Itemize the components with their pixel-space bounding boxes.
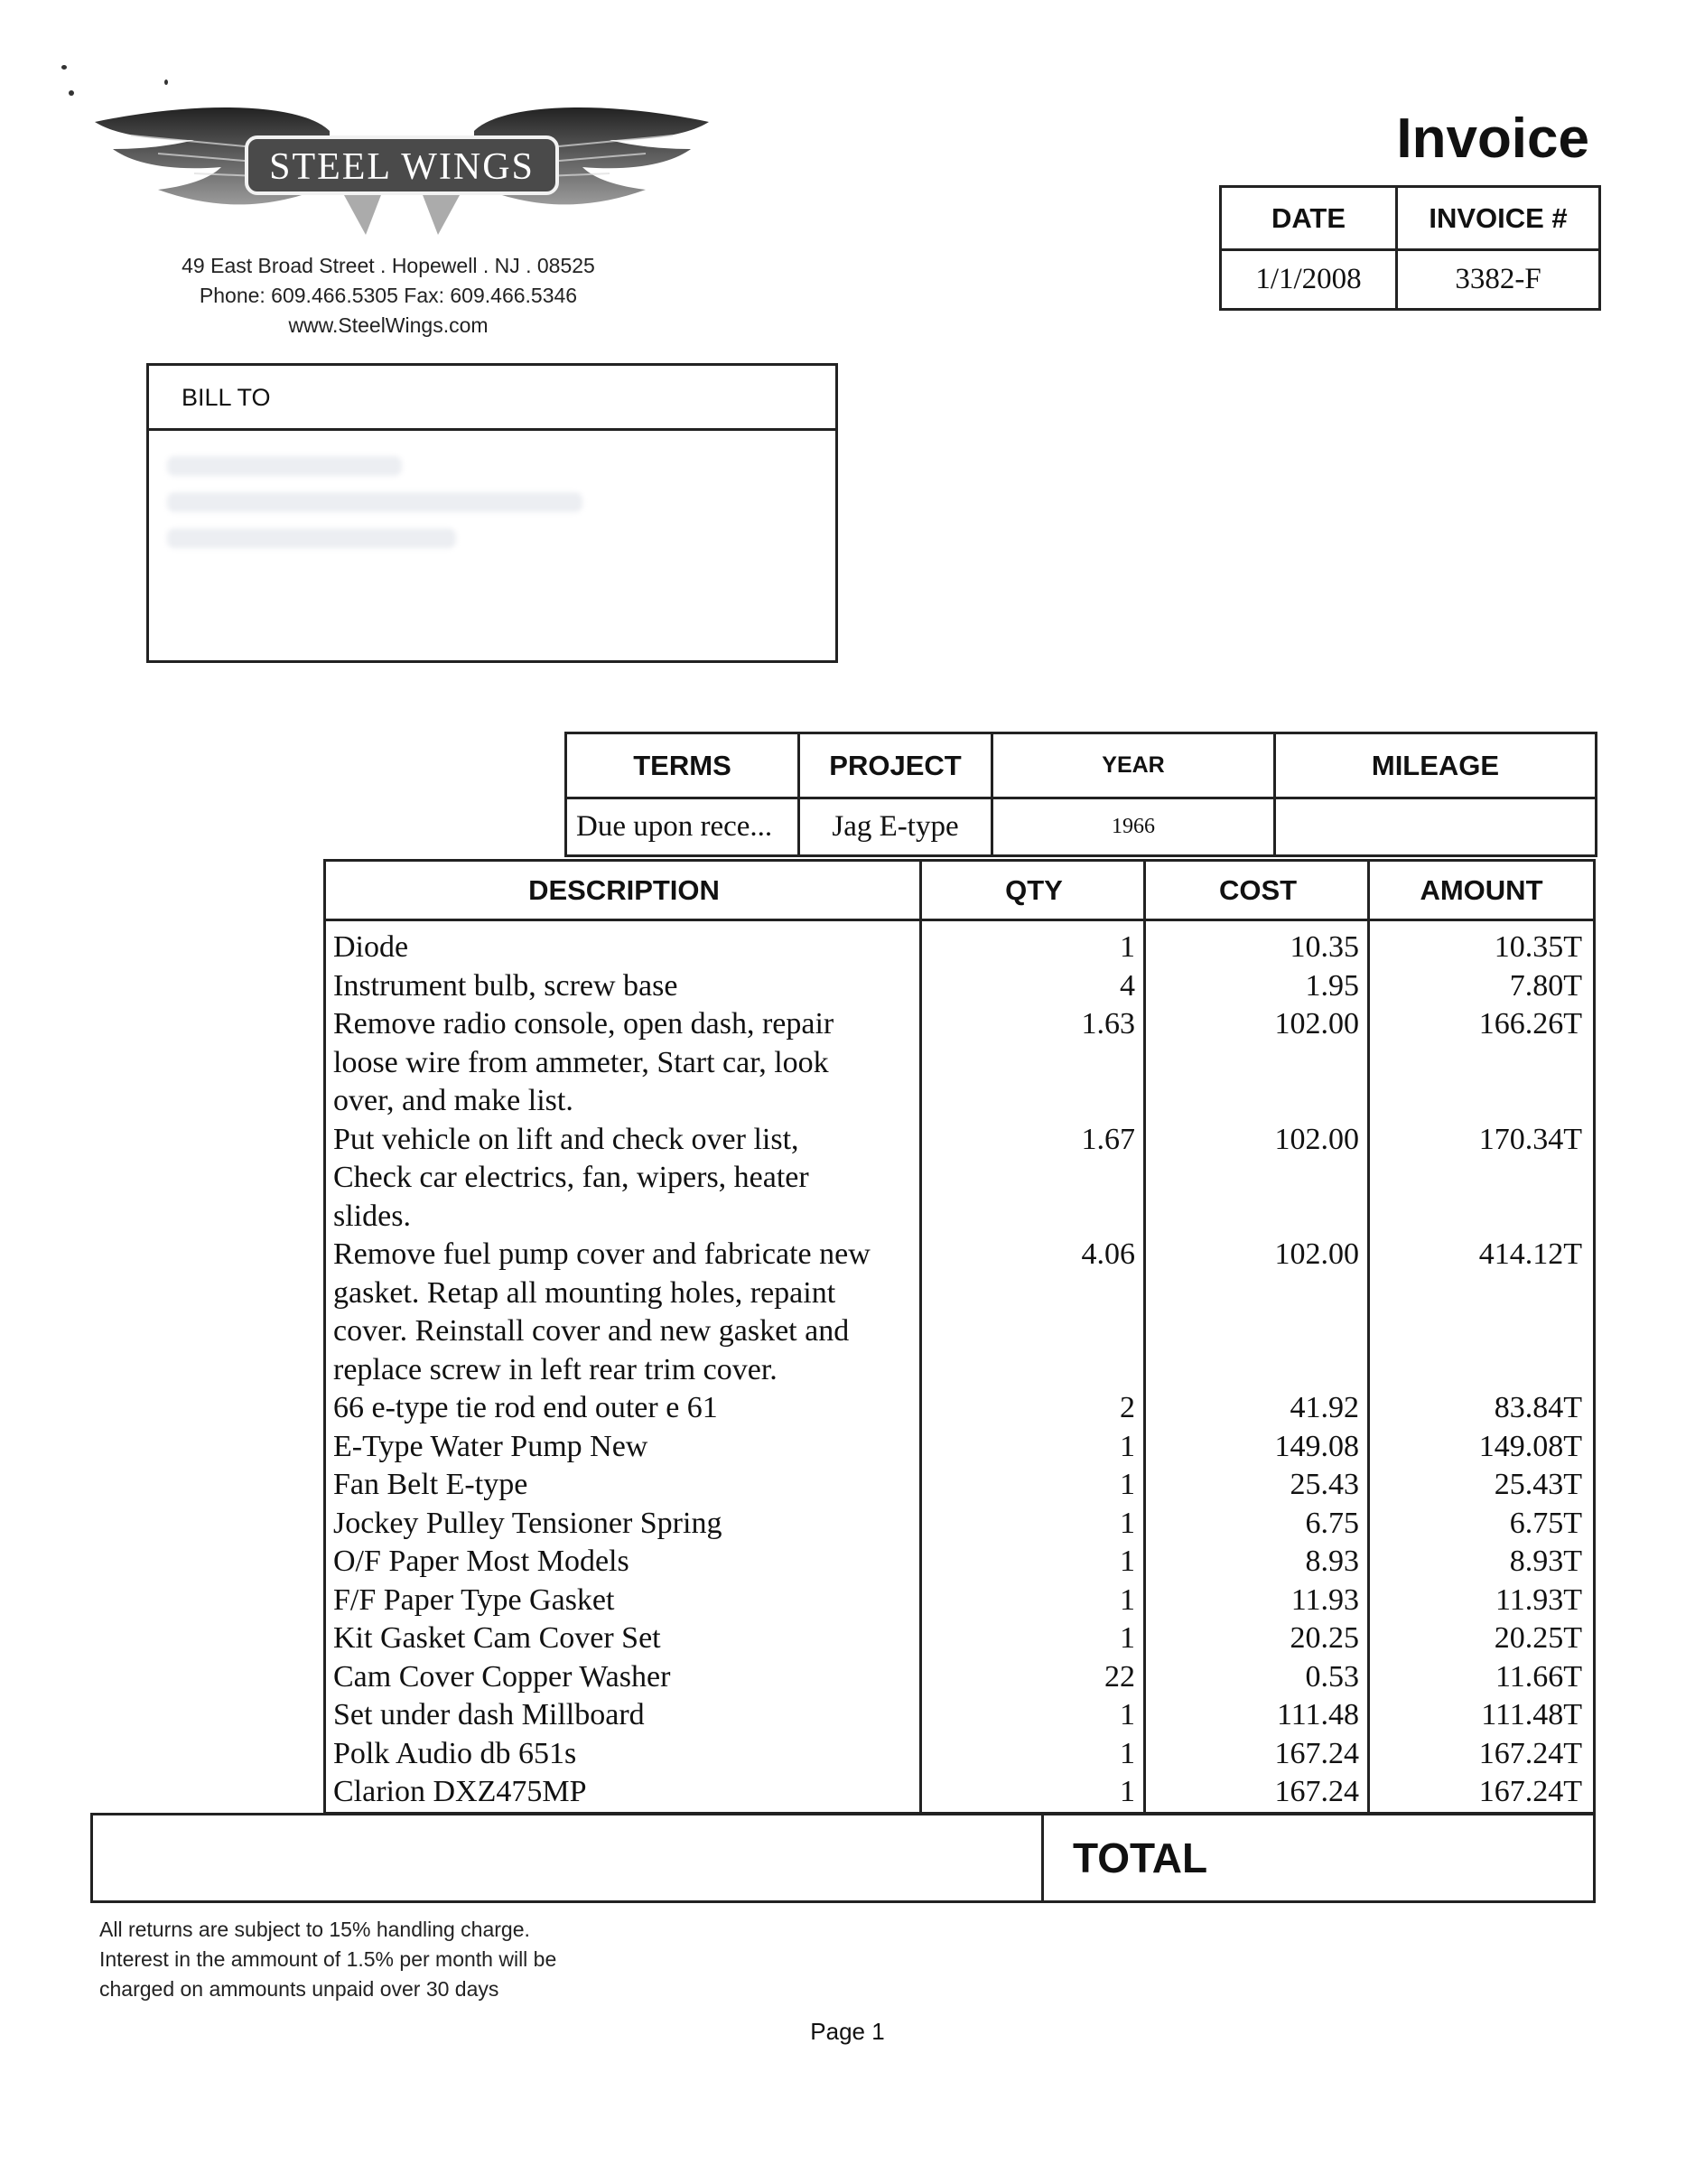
table-row (326, 1696, 1593, 1735)
table-row (326, 1658, 1593, 1697)
item-description-line: gasket. Retap all mounting holes, repaint (333, 1275, 836, 1310)
terms-header: TERMS (566, 733, 799, 798)
bill-to-redacted (149, 431, 835, 548)
table-row (326, 1505, 1593, 1544)
phone-fax: Phone: 609.466.5305 Fax: 609.466.5346 (199, 284, 578, 307)
item-amount: 20.25T (1494, 1621, 1582, 1655)
item-cost: 10.35 (1290, 930, 1359, 964)
footer-notes (99, 1915, 556, 2004)
item-description-line: Remove radio console, open dash, repair (333, 1007, 834, 1041)
table-row (326, 1543, 1593, 1582)
item-cost: 25.43 (1290, 1468, 1359, 1501)
invoice-number: 3382-F (1397, 250, 1600, 310)
table-row (326, 1773, 1593, 1812)
item-qty: 4 (1120, 968, 1135, 1003)
item-cost: 8.93 (1305, 1545, 1359, 1578)
item-description-line: Instrument bulb, screw base (333, 968, 678, 1003)
table-row (326, 967, 1593, 1006)
item-cost: 102.00 (1274, 1237, 1359, 1271)
item-description-line: loose wire from ammeter, Start car, look (333, 1045, 829, 1079)
project-header: PROJECT (799, 733, 992, 798)
item-cost: 111.48 (1277, 1698, 1359, 1731)
item-qty: 1 (1120, 930, 1135, 964)
line-items-body (326, 921, 1593, 1812)
table-row (326, 929, 1593, 967)
item-description (326, 1389, 922, 1428)
item-cost: 102.00 (1274, 1122, 1359, 1156)
item-amount: 111.48T (1481, 1698, 1582, 1731)
item-qty: 1 (1120, 1468, 1135, 1501)
terms-table (564, 732, 1597, 857)
project-value: Jag E-type (799, 798, 992, 856)
bill-to-box (146, 363, 838, 663)
item-description-line: F/F Paper Type Gasket (333, 1582, 615, 1617)
table-row (326, 1428, 1593, 1467)
item-description (326, 1735, 922, 1774)
item-description (326, 967, 922, 1006)
year-value: 1966 (992, 798, 1275, 856)
item-amount: 7.80T (1509, 968, 1582, 1003)
item-description (326, 1696, 922, 1735)
invoice-date: 1/1/2008 (1221, 250, 1397, 310)
item-qty: 1 (1120, 1506, 1135, 1540)
line-items-table (323, 859, 1596, 1815)
item-amount: 83.84T (1494, 1391, 1582, 1424)
item-description-line: Polk Audio db 651s (333, 1736, 577, 1770)
total-box (90, 1813, 1596, 1903)
item-cost: 167.24 (1274, 1775, 1359, 1808)
item-amount: 10.35T (1494, 930, 1582, 964)
scan-speck (69, 90, 74, 96)
item-description (326, 1619, 922, 1658)
description-header: DESCRIPTION (528, 873, 720, 906)
item-qty: 1 (1120, 1736, 1135, 1770)
item-description-line: Cam Cover Copper Washer (333, 1659, 671, 1694)
year-header: YEAR (992, 733, 1275, 798)
item-description (326, 1466, 922, 1505)
item-amount: 167.24T (1478, 1775, 1582, 1808)
item-qty: 1 (1120, 1545, 1135, 1578)
item-description-line: cover. Reinstall cover and new gasket and (333, 1314, 850, 1348)
table-row (326, 1236, 1593, 1389)
item-description (326, 1505, 922, 1544)
item-cost: 0.53 (1305, 1659, 1359, 1694)
item-description-line: O/F Paper Most Models (333, 1545, 629, 1578)
item-amount: 170.34T (1478, 1122, 1582, 1156)
item-amount: 8.93T (1509, 1545, 1582, 1578)
item-qty: 4.06 (1081, 1237, 1135, 1271)
total-label: TOTAL (1073, 1834, 1208, 1881)
item-description-line: E-Type Water Pump New (333, 1429, 648, 1463)
street-address: 49 East Broad Street . Hopewell . NJ . 08525 (182, 254, 595, 277)
bill-to-label: BILL TO (149, 366, 835, 431)
item-cost: 149.08 (1274, 1429, 1359, 1463)
item-description-line: slides. (333, 1199, 411, 1233)
table-row (326, 1389, 1593, 1428)
item-description-line: Diode (333, 930, 409, 964)
table-row (326, 1466, 1593, 1505)
item-qty: 1.63 (1081, 1007, 1135, 1041)
item-qty: 1 (1120, 1582, 1135, 1617)
item-qty: 1.67 (1081, 1122, 1135, 1156)
item-cost: 20.25 (1290, 1621, 1359, 1655)
cost-header: COST (1218, 873, 1298, 906)
item-description (326, 929, 922, 967)
item-qty: 1 (1120, 1621, 1135, 1655)
item-amount: 11.93T (1495, 1582, 1582, 1617)
item-cost: 102.00 (1274, 1007, 1359, 1041)
item-cost: 6.75 (1305, 1506, 1359, 1540)
item-description-line: over, and make list. (333, 1084, 573, 1117)
item-amount: 6.75T (1509, 1506, 1582, 1540)
mileage-header: MILEAGE (1275, 733, 1597, 798)
item-description-line: replace screw in left rear trim cover. (333, 1352, 778, 1386)
website: www.SteelWings.com (288, 313, 489, 337)
item-amount: 25.43T (1494, 1468, 1582, 1501)
scan-speck (164, 79, 168, 85)
note-line: Interest in the ammount of 1.5% per month will be (99, 1947, 557, 1971)
page-number: Page 1 (810, 2018, 885, 2045)
scan-speck (61, 65, 67, 70)
date-header: DATE (1221, 187, 1397, 250)
terms-value: Due upon rece... (566, 798, 799, 856)
item-description (326, 1582, 922, 1620)
item-amount: 149.08T (1478, 1429, 1582, 1463)
table-row (326, 1735, 1593, 1774)
company-address (108, 251, 668, 341)
table-row (326, 1582, 1593, 1620)
item-qty: 1 (1120, 1429, 1135, 1463)
item-cost: 11.93 (1290, 1582, 1359, 1617)
winged-logo-icon (95, 99, 709, 235)
item-qty: 22 (1104, 1659, 1135, 1694)
table-row (326, 1121, 1593, 1237)
table-row (326, 1005, 1593, 1121)
line-items-header (326, 862, 1593, 921)
item-description-line: Put vehicle on lift and check over list, (333, 1122, 799, 1156)
item-description (326, 1543, 922, 1582)
item-amount: 166.26T (1478, 1007, 1582, 1041)
qty-header: QTY (1005, 873, 1063, 906)
invoice-number-header: INVOICE # (1397, 187, 1600, 250)
item-amount: 11.66T (1495, 1659, 1582, 1694)
item-description-line: Remove fuel pump cover and fabricate new (333, 1237, 871, 1271)
item-description (326, 1428, 922, 1467)
item-qty: 2 (1120, 1391, 1135, 1424)
item-description (326, 1236, 922, 1389)
item-description-line: Jockey Pulley Tensioner Spring (333, 1506, 722, 1540)
item-qty: 1 (1120, 1698, 1135, 1731)
item-cost: 41.92 (1290, 1391, 1359, 1424)
item-amount: 414.12T (1478, 1237, 1582, 1271)
item-description (326, 1005, 922, 1121)
invoice-meta-table (1219, 185, 1601, 311)
table-row (326, 1619, 1593, 1658)
item-qty: 1 (1120, 1775, 1135, 1808)
logo-wordmark: STEEL WINGS (269, 146, 535, 188)
item-description-line: Clarion DXZ475MP (333, 1775, 587, 1808)
mileage-value (1275, 798, 1597, 856)
item-description (326, 1773, 922, 1812)
note-line: charged on ammounts unpaid over 30 days (99, 1977, 499, 2001)
item-description-line: Kit Gasket Cam Cover Set (333, 1621, 661, 1655)
item-amount: 167.24T (1478, 1736, 1582, 1770)
item-cost: 167.24 (1274, 1736, 1359, 1770)
item-description-line: Check car electrics, fan, wipers, heater (333, 1161, 809, 1194)
page-title: Invoice (1396, 107, 1589, 170)
item-cost: 1.95 (1305, 968, 1359, 1003)
item-description-line: 66 e-type tie rod end outer e 61 (333, 1391, 718, 1424)
item-description-line: Set under dash Millboard (333, 1698, 645, 1731)
amount-header: AMOUNT (1420, 873, 1543, 906)
item-description (326, 1658, 922, 1697)
item-description-line: Fan Belt E-type (333, 1468, 528, 1501)
item-description (326, 1121, 922, 1237)
note-line: All returns are subject to 15% handling charge. (99, 1918, 530, 1941)
